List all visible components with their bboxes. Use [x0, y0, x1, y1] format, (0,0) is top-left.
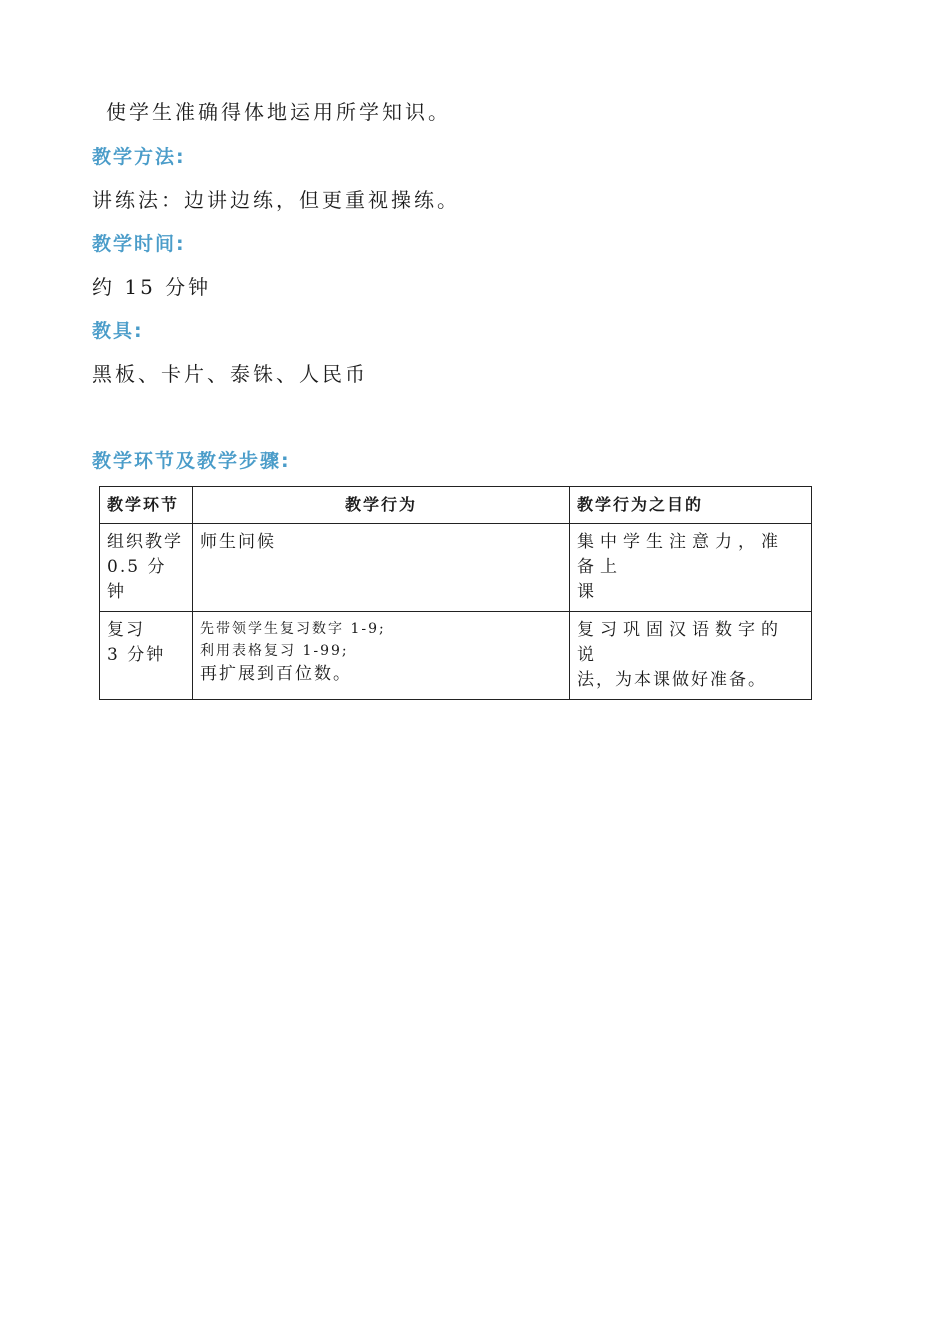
method-text: 讲练法：边讲边练，但更重视操练。 — [92, 188, 460, 212]
header-action: 教学行为 — [193, 487, 570, 524]
action-cell — [193, 524, 570, 612]
table-header-row — [100, 487, 812, 524]
purpose-line: 集中学生注意力，准备上 — [577, 532, 784, 577]
time-heading: 教学时间: — [92, 233, 186, 255]
table-row — [100, 524, 812, 612]
header-stage: 教学环节 — [100, 487, 193, 524]
action-line: 再扩展到百位数。 — [200, 664, 352, 684]
purpose-line: 法，为本课做好准备。 — [577, 670, 767, 690]
teaching-steps-table — [99, 486, 812, 700]
stage-cell — [100, 524, 193, 612]
purpose-cell — [570, 612, 812, 700]
stage-name: 组织教学 — [107, 532, 183, 552]
stage-name: 复习 — [107, 620, 145, 640]
stage-duration: 3 分钟 — [107, 645, 166, 665]
time-text: 约 15 分钟 — [92, 275, 212, 299]
tools-text: 黑板、卡片、泰铢、人民币 — [92, 362, 368, 386]
stage-duration: 0.5 分钟 — [107, 557, 167, 602]
steps-heading: 教学环节及教学步骤: — [92, 450, 291, 472]
table-row — [100, 612, 812, 700]
intro-line: 使学生准确得体地运用所学知识。 — [106, 100, 451, 124]
action-cell — [193, 612, 570, 700]
method-heading: 教学方法: — [92, 146, 186, 168]
stage-cell — [100, 612, 193, 700]
tools-heading: 教具: — [92, 320, 144, 342]
action-line: 师生问候 — [200, 532, 276, 552]
purpose-cell — [570, 524, 812, 612]
action-line: 利用表格复习 1-99; — [200, 643, 349, 659]
action-line: 先带领学生复习数字 1-9; — [200, 621, 386, 637]
purpose-line: 课 — [577, 582, 596, 602]
header-purpose: 教学行为之目的 — [570, 487, 812, 524]
purpose-line: 复习巩固汉语数字的说 — [577, 620, 784, 665]
